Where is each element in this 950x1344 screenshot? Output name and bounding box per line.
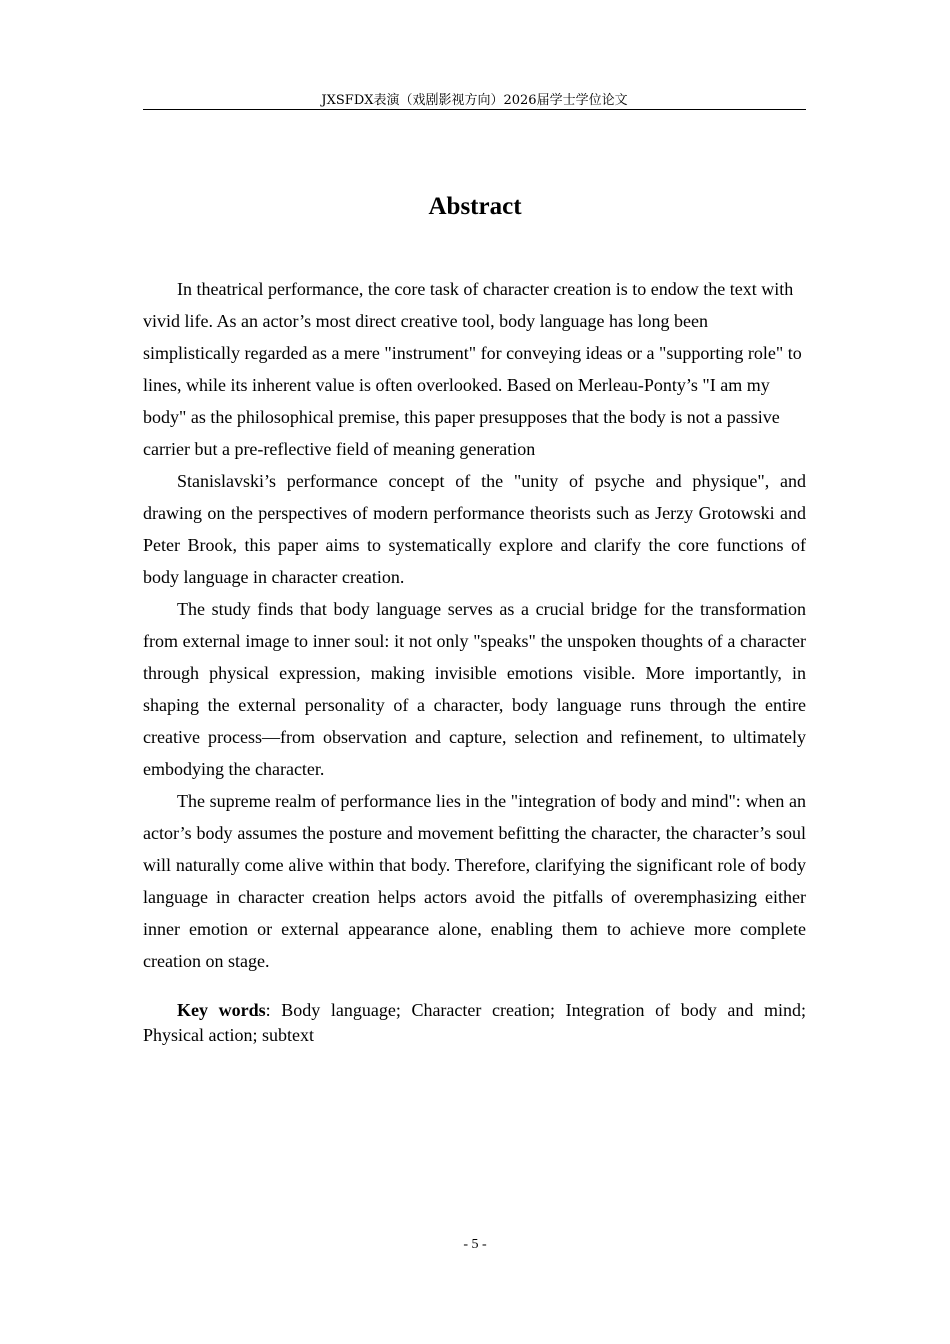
keywords-separator: : xyxy=(265,1000,271,1020)
keywords-line xyxy=(143,998,806,1048)
page-number: - 5 - xyxy=(463,1237,487,1252)
keywords-label: Key words xyxy=(177,1000,266,1020)
abstract-paragraph-1: In theatrical performance, the core task of character creation is to endow the text with vivid life. As an actor’s most direct creative tool, body language has long been simplistically regarded as a mere "instrument" for conveying ideas or a "supporting role" to lines, while its inherent value is often overlooked. Based on Merleau-Ponty’s "I am my body" as the philosophical premise, this paper presupposes that the body is not a passive carrier but a pre-reflective field of meaning generation xyxy=(143,279,802,459)
abstract-paragraph-2: Stanislavski’s performance concept of the "unity of psyche and physique", and drawing on the perspectives of modern performance theorists such as Jerzy Grotowski and Peter Brook, this paper aims to systematically explore and clarify the core functions of body language in character creation. xyxy=(143,471,806,587)
abstract-paragraph-3: The study finds that body language serves as a crucial bridge for the transformation from external image to inner soul: it not only "speaks" the unspoken thoughts of a character through physical expression, making invisible emotions visible. More importantly, in shaping the external personality of a character, body language runs through the entire creative process—from observation and capture, selection and refinement, to ultimately embodying the character. xyxy=(143,599,806,779)
abstract-body xyxy=(143,273,806,977)
abstract-title: Abstract xyxy=(428,193,522,220)
abstract-paragraph-4: The supreme realm of performance lies in the "integration of body and mind": when an actor’s body assumes the posture and movement befitting the character, the character’s soul will naturally come alive within that body. Therefore, clarifying the significant role of body language in character creation helps actors avoid the pitfalls of overemphasizing either inner emotion or external appearance alone, enabling them to achieve more complete creation on stage. xyxy=(143,791,806,971)
keywords-list: Body language; Character creation; Integration of body and mind; Physical action; subtext xyxy=(143,1000,806,1045)
running-header: JXSFDX表演（戏剧影视方向）2026届学士学位论文 xyxy=(143,92,806,110)
